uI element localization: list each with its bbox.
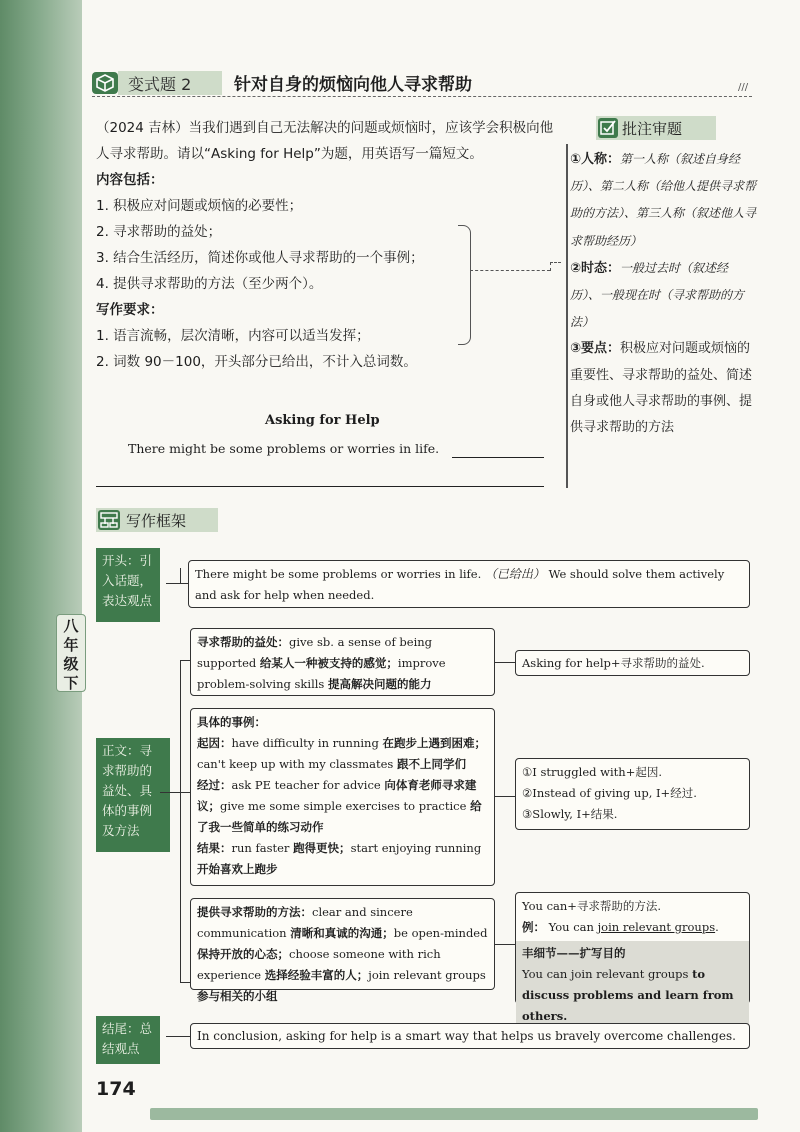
example-result-2: ②Instead of giving up, I+经过. (522, 786, 697, 800)
prompt-intro: （2024 吉林）当我们遇到自己无法解决的问题或烦恼时，应该学会积极向他人寻求帮助。请以“Asking for Help”为题，用英语写一篇短文。 (96, 120, 554, 162)
connector-line (160, 792, 180, 793)
result-en-2: start enjoying running (350, 841, 482, 855)
framework-title: 写作框架 (126, 512, 187, 530)
method-3-en: choose someone with rich experience (197, 947, 441, 982)
content-item-3: 3. 结合生活经历，简述你或他人寻求帮助的一个事例； (96, 250, 424, 266)
header-divider (92, 96, 752, 98)
framework-icon (98, 510, 120, 530)
ending-label: 结尾：总结观点 (96, 1016, 160, 1064)
benefit-box (190, 628, 495, 696)
requirement-1: 1. 语言流畅，层次清晰，内容可以适当发挥； (96, 328, 370, 344)
content-item-1: 1. 积极应对问题或烦恼的必要性； (96, 198, 303, 214)
person-label: ①人称： (570, 152, 621, 167)
method-2-en: be open-minded (393, 926, 488, 940)
example-label: 具体的事例： (197, 715, 266, 729)
process-label: 经过： (197, 778, 232, 792)
connector-line (180, 568, 181, 584)
annotation-rule (566, 144, 568, 488)
method-3-cn: 选择经验丰富的人； (264, 968, 369, 982)
benefit-en-2: improve problem-solving skills (197, 656, 446, 691)
key-label: ③要点： (570, 341, 621, 357)
method-4-en: join relevant groups (368, 968, 486, 982)
content-item-2: 2. 寻求帮助的益处； (96, 224, 222, 240)
requirements-heading: 写作要求： (96, 302, 164, 318)
connector-line (495, 944, 515, 945)
method-1-cn: 清晰和真诚的沟通； (290, 926, 394, 940)
example-result-box (515, 758, 750, 830)
body-label: 正文：寻求帮助的益处、具体的事例及方法 (96, 738, 170, 852)
example-text: You can (548, 920, 594, 934)
example-end: . (715, 920, 719, 934)
cause-cn-2: 跟不上同学们 (396, 757, 466, 771)
method-2-cn: 保持开放的心态； (197, 947, 289, 961)
connector-line (166, 583, 190, 584)
enrich-text: You can join relevant groups (522, 967, 689, 981)
opening-text-2: We should solve them actively and ask for help when needed. (195, 567, 725, 602)
example-result-3: ③Slowly, I+结果. (522, 807, 618, 821)
cause-en: have difficulty in running (231, 736, 379, 750)
content-heading: 内容包括： (96, 172, 164, 188)
process-en: ask PE teacher for advice (231, 778, 381, 792)
methods-result-box (515, 892, 750, 1023)
benefit-cn-2: 提高解决问题的能力 (327, 677, 432, 691)
result-label: 结果： (197, 841, 232, 855)
cause-label: 起因： (197, 736, 232, 750)
opening-text: There might be some problems or worries in life. (195, 567, 482, 581)
connector-line (166, 1036, 190, 1037)
cause-en-2: can't keep up with my classmates (197, 757, 394, 771)
answer-blank-line (452, 457, 544, 458)
process-en-2: give me some simple exercises to practice (220, 799, 467, 813)
result-en: run faster (231, 841, 290, 855)
process-cn-2: 给了我一些简单的练习动作 (197, 799, 482, 834)
benefit-cn-1: 给某人一种被支持的感觉； (259, 656, 398, 670)
connector-line (495, 662, 515, 663)
example-underlined: join relevant groups (597, 920, 716, 934)
connector-line (180, 792, 190, 793)
dashed-connector (550, 262, 561, 271)
page-title: 针对自身的烦恼向他人寻求帮助 (234, 75, 472, 95)
content-item-4: 4. 提供寻求帮助的方法（至少两个）。 (96, 276, 323, 292)
methods-label: 提供寻求帮助的方法： (197, 905, 312, 919)
essay-title: Asking for Help (265, 413, 380, 428)
connector-line (180, 660, 190, 661)
tense-label: ②时态： (570, 260, 621, 276)
connector-line (180, 660, 181, 982)
page-number: 174 (96, 1078, 136, 1100)
example-result-1: ①I struggled with+起因. (522, 765, 662, 779)
key-text: 积极应对问题或烦恼的重要性、寻求帮助的益处、简述自身或他人寻求帮助的事例、提供寻求帮助的方法 (570, 341, 753, 436)
checkbox-pen-icon (598, 118, 618, 138)
header-marks: /// (738, 82, 749, 93)
essay-opening: There might be some problems or worries in life. (128, 441, 440, 456)
annotation-panel (570, 146, 756, 441)
content-bracket (458, 225, 471, 345)
method-1-en: clear and sincere communication (197, 905, 413, 940)
connector-line (180, 982, 190, 983)
benefit-label: 寻求帮助的益处： (197, 635, 289, 649)
annotation-title: 批注审题 (622, 120, 683, 138)
process-cn: 向体育老师寻求建议； (197, 778, 477, 813)
ending-box: In conclusion, asking for help is a smart way that helps us bravely overcome challenges. (190, 1023, 750, 1049)
example-box (190, 708, 495, 886)
opening-label: 开头：引入话题，表达观点 (96, 548, 160, 622)
example-prefix: 例： (522, 920, 545, 934)
methods-box (190, 898, 495, 1003)
method-4-cn: 参与相关的小组 (197, 989, 278, 1003)
enrich-label: 丰细节——扩写目的 (522, 946, 626, 960)
book-spine-edge (0, 0, 82, 1132)
result-cn-2: 开始喜欢上跑步 (197, 862, 278, 876)
person-text: 第一人称（叙述自身经历）、第二人称（给他人提供寻求帮助的方法）、第三人称（叙述他人寻求帮助经历） (570, 152, 757, 248)
connector-line (495, 796, 515, 797)
benefit-result-box: Asking for help+寻求帮助的益处. (515, 650, 750, 676)
header-label: 变式题 2 (128, 75, 192, 94)
tense-text: 一般过去时（叙述经历）、一般现在时（寻求帮助的方法） (570, 260, 745, 330)
writing-prompt (96, 115, 556, 375)
methods-result-line: You can+寻求帮助的方法. (522, 899, 662, 913)
benefit-en-1: give sb. a sense of being supported (197, 635, 433, 670)
opening-given-note: （已给出） (484, 567, 545, 581)
footer-band (150, 1108, 758, 1120)
enrich-bold: to discuss problems and learn from others. (522, 967, 734, 1023)
cube-icon (92, 72, 118, 94)
result-cn: 跑得更快； (293, 841, 351, 855)
requirement-2: 2. 词数 90－100，开头部分已给出，不计入总词数。 (96, 354, 417, 370)
dashed-connector (470, 270, 550, 272)
grade-tab: 八年级下 (56, 614, 86, 692)
answer-blank-line (96, 486, 544, 487)
opening-box (188, 560, 750, 608)
cause-cn: 在跑步上遇到困难； (382, 736, 486, 750)
